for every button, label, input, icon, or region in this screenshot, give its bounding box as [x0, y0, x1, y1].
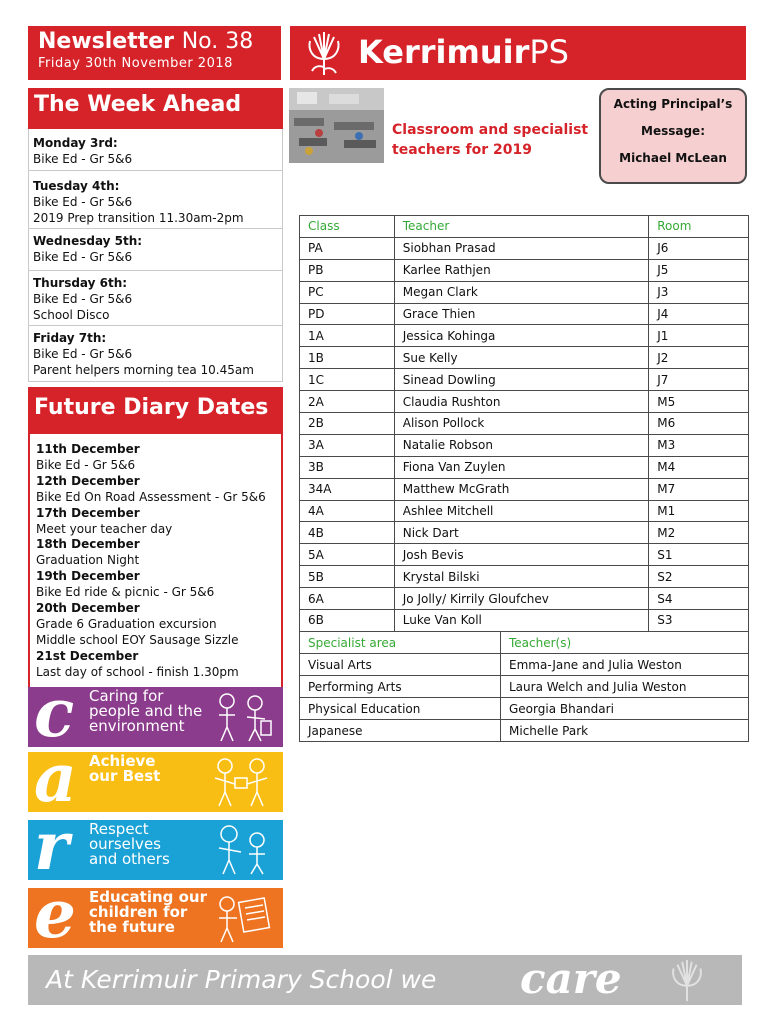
diary-date: 19th December: [36, 569, 140, 584]
children-illustration-icon: [207, 691, 275, 743]
column-header: Specialist area: [300, 632, 501, 654]
teacher-cell: Matthew McGrath: [394, 478, 649, 500]
day-title: Tuesday 4th:: [33, 179, 120, 193]
day-event: Bike Ed - Gr 5&6: [33, 347, 133, 361]
value-text: Achieve our Best: [89, 752, 161, 785]
future-dates-heading: Future Diary Dates: [28, 387, 283, 434]
value-letter: e: [34, 888, 76, 948]
newsletter-date: Friday 30th November 2018: [38, 56, 233, 71]
table-row: [300, 456, 749, 478]
table-row: [300, 522, 749, 544]
future-dates-list: [28, 434, 283, 692]
class-cell: 5A: [300, 544, 395, 566]
message-label-2: Message:: [641, 124, 705, 138]
value-text: Caring for people and the environment: [89, 687, 203, 735]
table-row: [300, 237, 749, 259]
table-row: [300, 413, 749, 435]
class-cell: 6A: [300, 588, 395, 610]
room-cell: M3: [649, 434, 749, 456]
week-day-friday: [28, 326, 283, 382]
room-cell: J6: [649, 237, 749, 259]
diary-event: Graduation Night: [36, 553, 140, 568]
week-day-monday: [28, 129, 283, 171]
diary-event: Meet your teacher day: [36, 521, 173, 536]
children-illustration-icon: [207, 892, 275, 944]
day-event: Bike Ed - Gr 5&6: [33, 250, 133, 264]
week-ahead-heading: The Week Ahead: [28, 88, 283, 129]
room-cell: M7: [649, 478, 749, 500]
table-header-row: [300, 216, 749, 238]
value-letter: r: [34, 820, 69, 880]
value-letter: a: [34, 752, 77, 812]
class-cell: 1C: [300, 369, 395, 391]
diary-date: 20th December: [36, 601, 140, 616]
class-cell: 34A: [300, 478, 395, 500]
specialist-teacher-cell: Michelle Park: [501, 720, 749, 742]
room-cell: S1: [649, 544, 749, 566]
diary-event: Bike Ed - Gr 5&6: [36, 457, 136, 472]
class-cell: PD: [300, 303, 395, 325]
table-row: [300, 369, 749, 391]
room-cell: S2: [649, 566, 749, 588]
newsletter-title: [38, 28, 271, 56]
classroom-photo: [289, 88, 384, 163]
diary-date: 17th December: [36, 505, 140, 520]
teacher-cell: Karlee Rathjen: [394, 259, 649, 281]
teacher-cell: Ashlee Mitchell: [394, 500, 649, 522]
room-cell: S4: [649, 588, 749, 610]
day-title: Wednesday 5th:: [33, 234, 143, 248]
teacher-cell: Krystal Bilski: [394, 566, 649, 588]
school-name: [358, 32, 569, 72]
teacher-cell: Josh Bevis: [394, 544, 649, 566]
value-text: Respect ourselves and others: [89, 820, 170, 868]
value-banner-achieve: [28, 752, 283, 812]
classroom-image-icon: [289, 88, 384, 163]
table-row: [300, 610, 749, 632]
diary-date: 18th December: [36, 537, 140, 552]
room-cell: S3: [649, 610, 749, 632]
teacher-cell: Fiona Van Zuylen: [394, 456, 649, 478]
class-cell: PA: [300, 237, 395, 259]
day-event: 2019 Prep transition 11.30am-2pm: [33, 211, 244, 225]
specialist-teacher-cell: Emma-Jane and Julia Weston: [501, 654, 749, 676]
specialist-area-cell: Performing Arts: [300, 676, 501, 698]
teacher-cell: Alison Pollock: [394, 413, 649, 435]
teacher-cell: Claudia Rushton: [394, 391, 649, 413]
day-event: Bike Ed - Gr 5&6: [33, 292, 133, 306]
room-cell: J2: [649, 347, 749, 369]
room-cell: M4: [649, 456, 749, 478]
diary-date: 11th December: [36, 442, 140, 456]
table-row: [300, 478, 749, 500]
day-event: Bike Ed - Gr 5&6: [33, 195, 133, 209]
room-cell: M1: [649, 500, 749, 522]
table-row: [300, 698, 749, 720]
newsletter-number: No. 38: [181, 29, 254, 54]
teacher-cell: Siobhan Prasad: [394, 237, 649, 259]
principal-name: Michael McLean: [619, 151, 727, 165]
table-row: [300, 566, 749, 588]
class-cell: 3A: [300, 434, 395, 456]
teacher-cell: Sue Kelly: [394, 347, 649, 369]
room-cell: J1: [649, 325, 749, 347]
room-cell: J7: [649, 369, 749, 391]
class-cell: 2A: [300, 391, 395, 413]
teacher-cell: Jo Jolly/ Kirrily Gloufchev: [394, 588, 649, 610]
protea-flower-logo-icon: [304, 29, 344, 77]
footer-text: At Kerrimuir Primary School we: [46, 965, 437, 994]
day-event: Parent helpers morning tea 10.45am: [33, 363, 254, 377]
newsletter-title-word: Newsletter: [38, 29, 175, 54]
teacher-cell: Luke Van Koll: [394, 610, 649, 632]
specialist-teacher-cell: Laura Welch and Julia Weston: [501, 676, 749, 698]
specialist-area-cell: Japanese: [300, 720, 501, 742]
class-cell: 5B: [300, 566, 395, 588]
column-header: Room: [649, 216, 749, 238]
school-name-light: PS: [529, 33, 569, 71]
principal-message-box[interactable]: [599, 88, 747, 184]
table-row: [300, 588, 749, 610]
column-header: Teacher: [394, 216, 649, 238]
newsletter-header: [28, 26, 281, 80]
table-row: [300, 325, 749, 347]
room-cell: J3: [649, 281, 749, 303]
school-name-bold: Kerrimuir: [358, 33, 530, 71]
class-cell: 4B: [300, 522, 395, 544]
class-cell: PB: [300, 259, 395, 281]
class-cell: PC: [300, 281, 395, 303]
diary-event: Grade 6 Graduation excursion: [36, 616, 217, 631]
table-row: [300, 544, 749, 566]
diary-date: 12th December: [36, 473, 140, 488]
teacher-cell: Natalie Robson: [394, 434, 649, 456]
table-row: [300, 281, 749, 303]
day-title: Friday 7th:: [33, 331, 107, 345]
room-cell: J5: [649, 259, 749, 281]
week-day-thursday: [28, 271, 283, 326]
value-banner-respect: [28, 820, 283, 880]
school-brand-banner: [290, 26, 746, 80]
classroom-teachers-title: Classroom and specialist teachers for 2019: [392, 122, 589, 158]
footer-care-word: care: [520, 954, 622, 1003]
value-banner-educating: [28, 888, 283, 948]
class-cell: 1A: [300, 325, 395, 347]
column-header: Class: [300, 216, 395, 238]
table-header-row: [300, 632, 749, 654]
value-text: Educating our children for the future: [89, 888, 208, 936]
diary-event: Bike Ed On Road Assessment - Gr 5&6: [36, 489, 266, 504]
day-event: School Disco: [33, 308, 110, 322]
specialist-teacher-cell: Georgia Bhandari: [501, 698, 749, 720]
table-row: [300, 654, 749, 676]
message-label: Acting Principal’s: [613, 97, 733, 111]
table-row: [300, 303, 749, 325]
teacher-cell: Jessica Kohinga: [394, 325, 649, 347]
specialist-area-cell: Physical Education: [300, 698, 501, 720]
room-cell: J4: [649, 303, 749, 325]
children-illustration-icon: [207, 824, 275, 876]
teacher-cell: Sinead Dowling: [394, 369, 649, 391]
teacher-cell: Megan Clark: [394, 281, 649, 303]
table-row: [300, 676, 749, 698]
day-title: Thursday 6th:: [33, 276, 128, 290]
specialist-area-cell: Visual Arts: [300, 654, 501, 676]
week-day-wednesday: [28, 229, 283, 271]
table-row: [300, 347, 749, 369]
diary-event: Bike Ed ride & picnic - Gr 5&6: [36, 585, 215, 600]
class-cell: 4A: [300, 500, 395, 522]
table-row: [300, 391, 749, 413]
day-event: Bike Ed - Gr 5&6: [33, 152, 133, 166]
class-cell: 2B: [300, 413, 395, 435]
table-row: [300, 720, 749, 742]
diary-event: Middle school EOY Sausage Sizzle: [36, 632, 239, 647]
table-row: [300, 500, 749, 522]
room-cell: M6: [649, 413, 749, 435]
day-title: Monday 3rd:: [33, 136, 118, 150]
specialist-teacher-table: [299, 631, 749, 742]
protea-flower-watermark-icon: [664, 957, 710, 1003]
table-row: [300, 434, 749, 456]
care-footer-banner: [28, 955, 742, 1005]
room-cell: M5: [649, 391, 749, 413]
teacher-cell: Grace Thien: [394, 303, 649, 325]
diary-date: 21st December: [36, 648, 139, 663]
class-cell: 3B: [300, 456, 395, 478]
teacher-cell: Nick Dart: [394, 522, 649, 544]
column-header: Teacher(s): [501, 632, 749, 654]
class-cell: 1B: [300, 347, 395, 369]
room-cell: M2: [649, 522, 749, 544]
week-day-tuesday: [28, 171, 283, 229]
table-row: [300, 259, 749, 281]
children-illustration-icon: [207, 756, 275, 808]
class-cell: 6B: [300, 610, 395, 632]
value-banner-caring: [28, 687, 283, 747]
value-letter: c: [34, 687, 75, 747]
diary-event: Last day of school - finish 1.30pm: [36, 664, 239, 679]
class-teacher-table: [299, 215, 749, 632]
